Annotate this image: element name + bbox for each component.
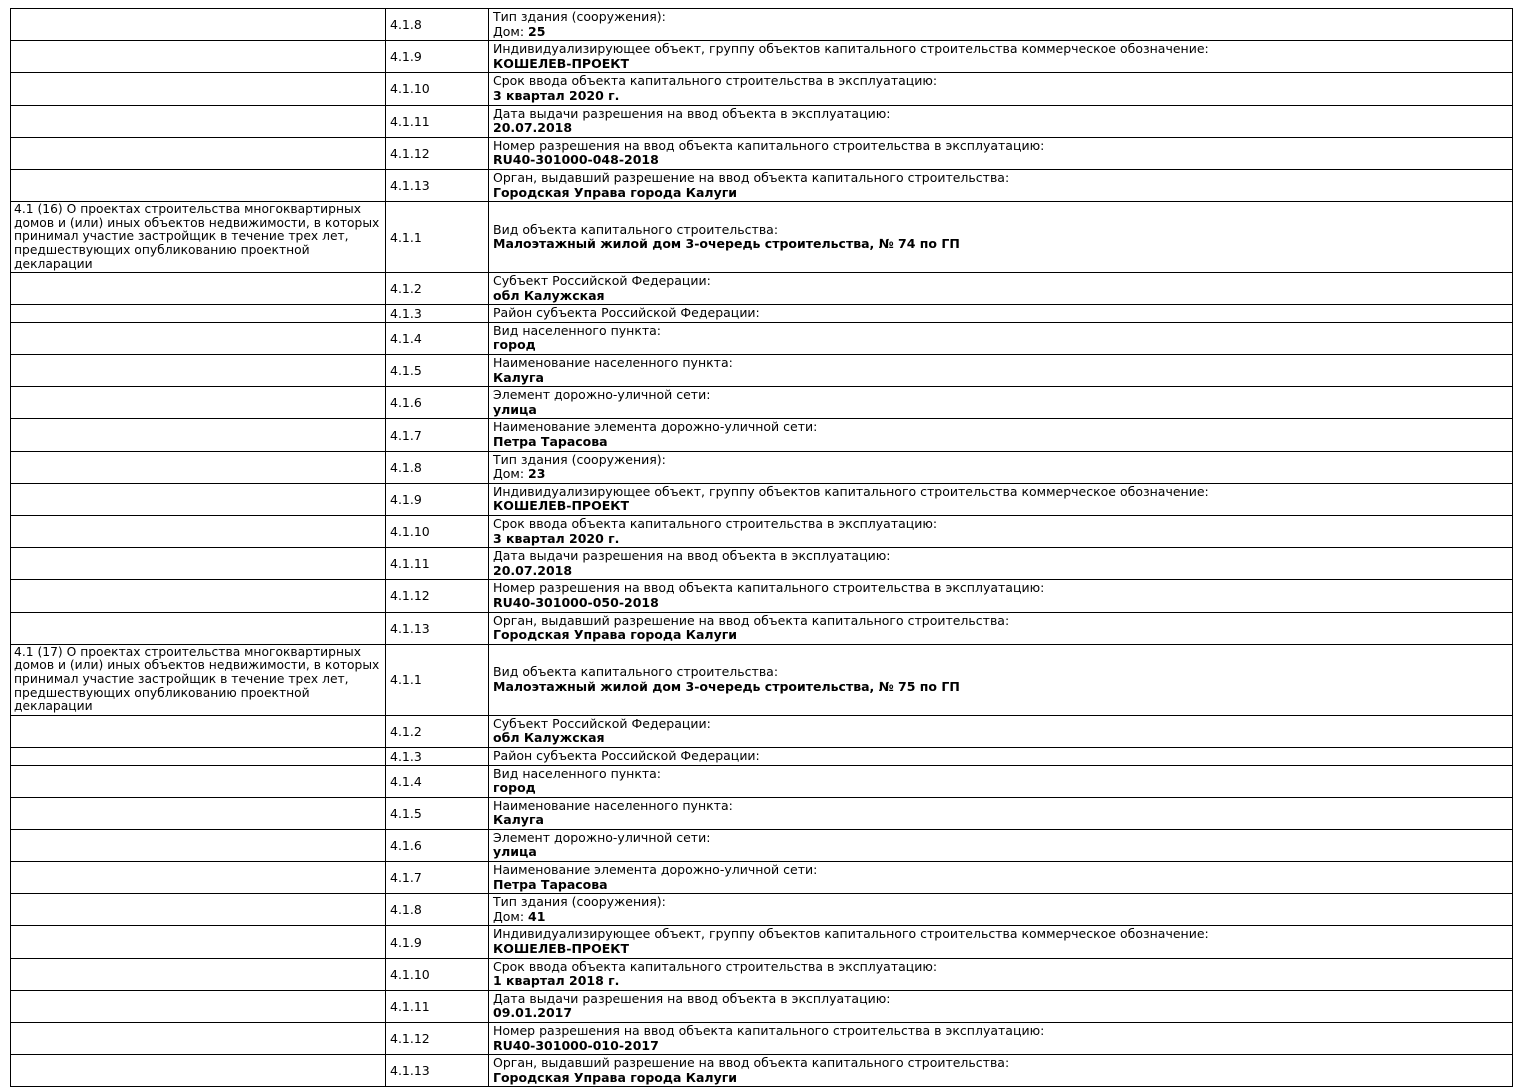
row-code: 4.1.3	[386, 747, 489, 765]
table-row	[11, 612, 1513, 644]
section-description-cell	[11, 715, 386, 747]
field-label: Номер разрешения на ввод объекта капитального строительства в эксплуатацию:	[493, 137, 1045, 153]
field-value-bold: Калуга	[493, 812, 544, 828]
section-description-cell	[11, 1055, 386, 1087]
row-content	[489, 73, 1513, 105]
table-row	[11, 747, 1513, 765]
field-value	[493, 186, 1508, 201]
field-value-bold: Петра Тарасова	[493, 434, 608, 450]
row-content	[489, 273, 1513, 305]
table-row	[11, 387, 1513, 419]
row-content	[489, 137, 1513, 169]
field-value	[493, 845, 1508, 860]
section-description-cell	[11, 9, 386, 41]
row-code: 4.1.5	[386, 797, 489, 829]
field-value-bold: обл Калужская	[493, 287, 605, 303]
row-content	[489, 9, 1513, 41]
row-code: 4.1.10	[386, 958, 489, 990]
section-description-cell	[11, 202, 386, 273]
field-value	[493, 731, 1508, 746]
row-code: 4.1.13	[386, 169, 489, 201]
field-value-bold: RU40-301000-050-2018	[493, 594, 659, 610]
section-description-cell	[11, 548, 386, 580]
row-content	[489, 1023, 1513, 1055]
row-code: 4.1.1	[386, 202, 489, 273]
table-row	[11, 765, 1513, 797]
field-label: Вид населенного пункта:	[493, 322, 662, 338]
table-row	[11, 137, 1513, 169]
table-row	[11, 451, 1513, 483]
row-content	[489, 169, 1513, 201]
row-content	[489, 747, 1513, 765]
field-label: Тип здания (сооружения):	[493, 894, 666, 910]
row-code: 4.1.12	[386, 580, 489, 612]
section-description-cell	[11, 612, 386, 644]
row-content	[489, 765, 1513, 797]
field-label: Субъект Российской Федерации:	[493, 715, 711, 731]
field-value	[493, 371, 1508, 386]
field-label: Срок ввода объекта капитального строительства в эксплуатацию:	[493, 958, 938, 974]
row-code: 4.1.2	[386, 273, 489, 305]
field-label: Элемент дорожно-уличной сети:	[493, 387, 711, 403]
field-label: Дата выдачи разрешения на ввод объекта в эксплуатацию:	[493, 105, 891, 121]
field-value-prefix: Дом:	[493, 908, 529, 924]
field-value	[493, 878, 1508, 893]
field-value-bold: Петра Тарасова	[493, 876, 608, 892]
field-label: Срок ввода объекта капитального строительства в эксплуатацию:	[493, 516, 938, 531]
row-content	[489, 451, 1513, 483]
field-value-bold: Калуга	[493, 369, 544, 385]
declaration-table-body	[11, 9, 1513, 1087]
field-label: Дата выдачи разрешения на ввод объекта в эксплуатацию:	[493, 548, 891, 564]
section-description-cell	[11, 273, 386, 305]
field-value	[493, 1006, 1508, 1021]
table-row	[11, 797, 1513, 829]
row-code: 4.1.4	[386, 765, 489, 797]
field-value-bold: Городская Управа города Калуги	[493, 184, 738, 200]
field-label: Тип здания (сооружения):	[493, 9, 666, 24]
row-content	[489, 958, 1513, 990]
field-label: Номер разрешения на ввод объекта капитального строительства в эксплуатацию:	[493, 1023, 1045, 1038]
field-value-bold: 25	[528, 23, 546, 39]
field-value	[493, 499, 1508, 514]
field-label: Элемент дорожно-уличной сети:	[493, 829, 711, 845]
table-row	[11, 516, 1513, 548]
field-value-bold: КОШЕЛЕВ-ПРОЕКТ	[493, 498, 629, 514]
row-code: 4.1.6	[386, 829, 489, 861]
declaration-table	[10, 8, 1513, 1087]
field-label: Индивидуализирующее объект, группу объектов капитального строительства коммерческое обозначение:	[493, 926, 1209, 942]
row-content	[489, 612, 1513, 644]
section-description-cell	[11, 926, 386, 958]
field-value-bold: Малоэтажный жилой дом 3-очередь строительства, № 74 по ГП	[493, 236, 960, 252]
section-description: 4.1 (16) О проектах строительства многоквартирных домов и (или) иных объектов недвижимости, в которых принимал участие застройщик в течение трех лет, предшествующих опубликованию проектной декларации	[14, 202, 380, 271]
section-description-cell	[11, 355, 386, 387]
field-label: Наименование населенного пункта:	[493, 797, 733, 813]
section-description-cell	[11, 387, 386, 419]
section-description: 4.1 (17) О проектах строительства многоквартирных домов и (или) иных объектов недвижимости, в которых принимал участие застройщик в течение трех лет, предшествующих опубликованию проектной декларации	[14, 644, 380, 714]
table-row	[11, 990, 1513, 1022]
section-description-cell	[11, 483, 386, 515]
row-content	[489, 305, 1513, 323]
field-label: Вид населенного пункта:	[493, 765, 662, 781]
field-value	[493, 974, 1508, 989]
field-value	[493, 596, 1508, 611]
section-description-cell	[11, 322, 386, 354]
row-code: 4.1.9	[386, 926, 489, 958]
section-description-cell	[11, 419, 386, 451]
row-content	[489, 990, 1513, 1022]
section-description-cell	[11, 894, 386, 926]
field-value	[493, 680, 1508, 695]
field-value-bold: улица	[493, 844, 537, 860]
table-row	[11, 862, 1513, 894]
table-row	[11, 305, 1513, 323]
document-page	[0, 8, 1529, 1088]
table-row	[11, 355, 1513, 387]
row-code: 4.1.6	[386, 387, 489, 419]
row-content	[489, 105, 1513, 137]
row-content	[489, 322, 1513, 354]
table-row	[11, 273, 1513, 305]
field-label: Наименование элемента дорожно-уличной сети:	[493, 862, 818, 878]
row-code: 4.1.12	[386, 1023, 489, 1055]
field-label: Дата выдачи разрешения на ввод объекта в эксплуатацию:	[493, 990, 891, 1006]
section-description-cell	[11, 516, 386, 548]
section-description-cell	[11, 41, 386, 73]
row-code: 4.1.10	[386, 516, 489, 548]
field-label: Тип здания (сооружения):	[493, 451, 666, 467]
field-label: Индивидуализирующее объект, группу объектов капитального строительства коммерческое обозначение:	[493, 483, 1209, 499]
field-value	[493, 153, 1508, 168]
section-description-cell	[11, 644, 386, 715]
row-content	[489, 483, 1513, 515]
section-description-cell	[11, 829, 386, 861]
field-label: Субъект Российской Федерации:	[493, 273, 711, 289]
field-value	[493, 237, 1508, 252]
table-row	[11, 105, 1513, 137]
field-value	[493, 25, 1508, 40]
field-value-bold: обл Калужская	[493, 730, 605, 746]
row-content	[489, 387, 1513, 419]
field-value	[493, 628, 1508, 643]
field-value-prefix: Дом:	[493, 23, 529, 39]
row-code: 4.1.5	[386, 355, 489, 387]
field-value-bold: RU40-301000-048-2018	[493, 152, 659, 168]
section-description-cell	[11, 73, 386, 105]
table-row	[11, 483, 1513, 515]
field-value-bold: Городская Управа города Калуги	[493, 1069, 738, 1085]
section-description-cell	[11, 765, 386, 797]
row-content	[489, 355, 1513, 387]
row-content	[489, 797, 1513, 829]
field-label: Орган, выдавший разрешение на ввод объекта капитального строительства:	[493, 169, 1010, 185]
row-content	[489, 926, 1513, 958]
field-label: Район субъекта Российской Федерации:	[493, 305, 760, 321]
row-code: 4.1.7	[386, 862, 489, 894]
field-value-bold: 41	[528, 908, 546, 924]
field-label: Срок ввода объекта капитального строительства в эксплуатацию:	[493, 73, 938, 89]
field-label: Индивидуализирующее объект, группу объектов капитального строительства коммерческое обозначение:	[493, 41, 1209, 57]
table-row	[11, 715, 1513, 747]
row-code: 4.1.13	[386, 1055, 489, 1087]
row-code: 4.1.11	[386, 990, 489, 1022]
table-row	[11, 419, 1513, 451]
row-code: 4.1.8	[386, 451, 489, 483]
row-code: 4.1.2	[386, 715, 489, 747]
field-value-prefix: Дом:	[493, 466, 529, 482]
field-value-bold: город	[493, 780, 536, 796]
field-label: Наименование элемента дорожно-уличной сети:	[493, 419, 818, 435]
field-value-bold: КОШЕЛЕВ-ПРОЕКТ	[493, 941, 629, 957]
field-value-bold: 20.07.2018	[493, 120, 573, 136]
field-value-bold: 3 квартал 2020 г.	[493, 87, 620, 103]
field-value	[493, 942, 1508, 957]
row-code: 4.1.8	[386, 9, 489, 41]
table-row	[11, 73, 1513, 105]
section-description-cell	[11, 105, 386, 137]
field-label: Вид объекта капитального строительства:	[493, 221, 779, 237]
row-code: 4.1.11	[386, 105, 489, 137]
field-value	[493, 781, 1508, 796]
row-content	[489, 1055, 1513, 1087]
field-value	[493, 89, 1508, 104]
section-description-cell	[11, 580, 386, 612]
table-row	[11, 322, 1513, 354]
row-code: 4.1.8	[386, 894, 489, 926]
field-value	[493, 435, 1508, 450]
field-value	[493, 532, 1508, 547]
section-description-cell	[11, 1023, 386, 1055]
row-content	[489, 516, 1513, 548]
table-row	[11, 202, 1513, 273]
field-value	[493, 289, 1508, 304]
field-value-bold: 23	[528, 466, 546, 482]
section-description-cell	[11, 797, 386, 829]
field-value-bold: 20.07.2018	[493, 562, 573, 578]
row-content	[489, 862, 1513, 894]
row-code: 4.1.3	[386, 305, 489, 323]
field-value	[493, 1071, 1508, 1086]
section-description-cell	[11, 169, 386, 201]
row-content	[489, 202, 1513, 273]
section-description-cell	[11, 747, 386, 765]
field-value	[493, 1039, 1508, 1054]
field-value	[493, 121, 1508, 136]
row-code: 4.1.7	[386, 419, 489, 451]
table-row	[11, 9, 1513, 41]
table-row	[11, 169, 1513, 201]
row-code: 4.1.11	[386, 548, 489, 580]
field-value	[493, 564, 1508, 579]
field-value-bold: Малоэтажный жилой дом 3-очередь строительства, № 75 по ГП	[493, 678, 960, 694]
table-row	[11, 644, 1513, 715]
row-code: 4.1.9	[386, 483, 489, 515]
row-content	[489, 580, 1513, 612]
field-value-bold: Городская Управа города Калуги	[493, 627, 738, 643]
row-content	[489, 644, 1513, 715]
section-description-cell	[11, 451, 386, 483]
row-content	[489, 894, 1513, 926]
section-description-cell	[11, 862, 386, 894]
field-value	[493, 338, 1508, 353]
section-description-cell	[11, 958, 386, 990]
table-row	[11, 548, 1513, 580]
field-value	[493, 813, 1508, 828]
field-value-bold: 1 квартал 2018 г.	[493, 973, 620, 989]
field-value-bold: улица	[493, 401, 537, 417]
table-row	[11, 829, 1513, 861]
table-row	[11, 1055, 1513, 1087]
field-value	[493, 467, 1508, 482]
table-row	[11, 580, 1513, 612]
field-value	[493, 57, 1508, 72]
field-value-bold: 3 квартал 2020 г.	[493, 530, 620, 546]
field-label: Наименование населенного пункта:	[493, 355, 733, 371]
row-content	[489, 829, 1513, 861]
section-description-cell	[11, 305, 386, 323]
row-code: 4.1.12	[386, 137, 489, 169]
table-row	[11, 926, 1513, 958]
table-row	[11, 1023, 1513, 1055]
field-value-bold: город	[493, 337, 536, 353]
row-content	[489, 419, 1513, 451]
section-description-cell	[11, 137, 386, 169]
row-code: 4.1.9	[386, 41, 489, 73]
table-row	[11, 958, 1513, 990]
section-description-cell	[11, 990, 386, 1022]
table-row	[11, 41, 1513, 73]
row-content	[489, 715, 1513, 747]
row-content	[489, 548, 1513, 580]
field-label: Номер разрешения на ввод объекта капитального строительства в эксплуатацию:	[493, 580, 1045, 596]
field-label: Вид объекта капитального строительства:	[493, 664, 779, 680]
field-label: Орган, выдавший разрешение на ввод объекта капитального строительства:	[493, 1055, 1010, 1071]
field-value	[493, 403, 1508, 418]
row-code: 4.1.10	[386, 73, 489, 105]
table-row	[11, 894, 1513, 926]
field-value-bold: RU40-301000-010-2017	[493, 1037, 659, 1053]
field-value	[493, 910, 1508, 925]
field-label: Орган, выдавший разрешение на ввод объекта капитального строительства:	[493, 612, 1010, 628]
row-code: 4.1.1	[386, 644, 489, 715]
row-code: 4.1.4	[386, 322, 489, 354]
field-label: Район субъекта Российской Федерации:	[493, 747, 760, 763]
row-code: 4.1.13	[386, 612, 489, 644]
row-content	[489, 41, 1513, 73]
field-value-bold: КОШЕЛЕВ-ПРОЕКТ	[493, 55, 629, 71]
field-value-bold: 09.01.2017	[493, 1005, 573, 1021]
